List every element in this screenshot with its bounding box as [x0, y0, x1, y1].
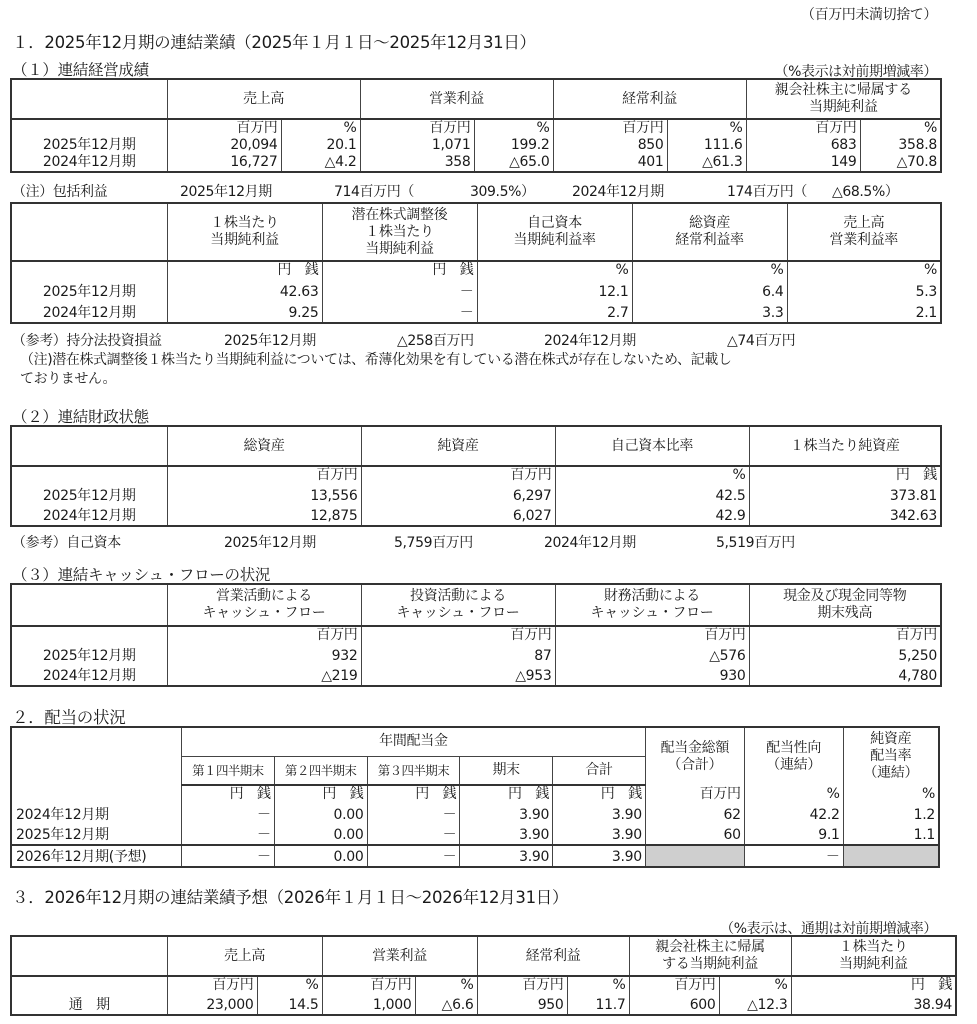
unit: %: [477, 261, 632, 279]
header-operating-margin: 売上高 営業利益率: [787, 203, 941, 261]
header-payout-ratio: 配当性向 （連結）: [744, 727, 843, 785]
header-eps: １株当たり 当期純利益: [167, 203, 322, 261]
unit: 円 銭: [791, 976, 956, 994]
unit: 百万円: [555, 626, 749, 644]
header-bps: １株当たり純資産: [749, 426, 941, 466]
period-label: 2025年12月期: [180, 184, 272, 200]
unit: 円 銭: [322, 261, 477, 279]
corner-cell: [11, 426, 167, 466]
financial-position-table: [10, 425, 942, 527]
section3-title: ３．2026年12月期の連結業績予想（2026年１月１日～2026年12月31日）: [12, 888, 569, 907]
header-total-assets: 総資産: [167, 426, 361, 466]
table-row: 通 期 23,000 14.5 1,000 △6.6 950 11.7 600 △12.3 38.94: [11, 994, 956, 1015]
table-row: 2025年12月期 42.63 － 12.1 6.4 5.3: [11, 279, 941, 301]
forecast-table: [10, 935, 957, 1016]
rate: 309.5%）: [470, 184, 535, 200]
unit: 百万円: [361, 626, 555, 644]
corner-cell: [11, 727, 181, 785]
header-q1: 第１四半期末: [181, 756, 274, 785]
operating-results-table: [10, 78, 942, 173]
header-total: 合計: [553, 756, 646, 785]
period-label: 2025年12月期: [224, 535, 316, 551]
table-row: 2025年12月期 932 87 △576 5,250: [11, 644, 941, 665]
header-eps: １株当たり 当期純利益: [791, 936, 956, 976]
unit: 円 銭: [274, 785, 367, 803]
unit: %: [415, 976, 477, 994]
table-row: 2025年12月期 13,556 6,297 42.5 373.81: [11, 484, 941, 505]
comprehensive-income-label: （注）包括利益: [12, 184, 108, 200]
corner-cell: [11, 79, 167, 119]
footnote: （注)潜在株式調整後１株当たり当期純利益については、希薄化効果を有している潜在株式が存在しないため、記載し: [20, 352, 732, 368]
table-row: 2024年12月期 9.25 － 2.7 3.3 2.1: [11, 301, 941, 323]
unit: 百万円: [629, 976, 719, 994]
unit: %: [632, 261, 787, 279]
header-operating-income: 営業利益: [322, 936, 477, 976]
unit: 百万円: [167, 119, 281, 137]
unit: %: [257, 976, 322, 994]
unit: %: [744, 785, 843, 803]
period-label: 2025年12月期: [224, 333, 316, 349]
sub1-title: （１）連結経営成績: [12, 61, 149, 79]
unit: %: [474, 119, 553, 137]
unit: 百万円: [749, 626, 941, 644]
table-row: 2024年12月期 △219 △953 930 4,780: [11, 665, 941, 686]
unit: %: [555, 466, 749, 484]
cash-flow-table: [10, 583, 942, 687]
header-sales: 売上高: [167, 936, 322, 976]
sub2-title: （２）連結財政状態: [12, 408, 149, 426]
equity-method-label: （参考）持分法投資損益: [12, 333, 162, 349]
header-roa: 総資産 経常利益率: [632, 203, 787, 261]
header-q2: 第２四半期末: [274, 756, 367, 785]
unit: 百万円: [167, 626, 361, 644]
section2-title: ２．配当の状況: [12, 708, 126, 727]
unit: %: [667, 119, 746, 137]
rate: △68.5%）: [832, 184, 899, 200]
table-row: 2024年12月期 － 0.00 － 3.90 3.90 62 42.2 1.2: [11, 803, 939, 824]
corner-cell: [11, 936, 167, 976]
unit: 円 銭: [367, 785, 460, 803]
unit: 円 銭: [167, 261, 322, 279]
header-net-income: 親会社株主に帰属する 当期純利益: [746, 79, 941, 119]
value: 714百万円（: [334, 184, 414, 200]
sub3-title: （３）連結キャッシュ・フローの状況: [12, 566, 271, 584]
header-roe: 自己資本 当期純利益率: [477, 203, 632, 261]
unit: %: [719, 976, 791, 994]
unit: 円 銭: [181, 785, 274, 803]
dividends-table: [10, 726, 940, 868]
corner-cell: [11, 584, 167, 626]
table-row: 2024年12月期 16,727 △4.2 358 △65.0 401 △61.3 149 △70.8: [11, 154, 941, 172]
unit: %: [281, 119, 360, 137]
header-sales: 売上高: [167, 79, 360, 119]
period-label: 2024年12月期: [572, 184, 664, 200]
header-ordinary-income: 経常利益: [477, 936, 629, 976]
per-share-table: [10, 202, 942, 324]
value: △74百万円: [727, 333, 796, 349]
header-q3: 第３四半期末: [367, 756, 460, 785]
header-doe: 純資産 配当率 （連結）: [843, 727, 939, 785]
header-net-income: 親会社株主に帰属 する当期純利益: [629, 936, 791, 976]
equity-reference-label: （参考）自己資本: [12, 535, 121, 551]
header-investing-cf: 投資活動による キャッシュ・フロー: [361, 584, 555, 626]
header-equity-ratio: 自己資本比率: [555, 426, 749, 466]
unit: 百万円: [167, 976, 257, 994]
gray-cell: [843, 845, 939, 867]
value: 5,759百万円: [394, 535, 473, 551]
unit: 百万円: [167, 466, 361, 484]
unit: %: [567, 976, 629, 994]
header-diluted-eps: 潜在株式調整後 １株当たり 当期純利益: [322, 203, 477, 261]
table-row: 2025年12月期 － 0.00 － 3.90 3.90 60 9.1 1.1: [11, 824, 939, 845]
period-label: 2024年12月期: [544, 333, 636, 349]
header-total-dividend: 配当金総額 （合計）: [645, 727, 744, 785]
unit: 円 銭: [749, 466, 941, 484]
unit: 百万円: [322, 976, 415, 994]
rounding-note: （百万円未満切捨て）: [801, 7, 937, 23]
table-row: 2024年12月期 12,875 6,027 42.9 342.63: [11, 505, 941, 526]
unit: 百万円: [553, 119, 667, 137]
forecast-row: 2026年12月期(予想) － 0.00 － 3.90 3.90 －: [11, 845, 939, 867]
unit: %: [860, 119, 941, 137]
header-operating-income: 営業利益: [360, 79, 553, 119]
header-annual-dividend: 年間配当金: [181, 727, 645, 756]
unit: %: [787, 261, 941, 279]
corner-cell: [11, 203, 167, 261]
unit: 百万円: [360, 119, 474, 137]
table-row: 2025年12月期 20,094 20.1 1,071 199.2 850 111.6 683 358.8: [11, 137, 941, 154]
header-cash-end: 現金及び現金同等物 期末残高: [749, 584, 941, 626]
footnote: ておりません。: [20, 371, 117, 387]
header-financing-cf: 財務活動による キャッシュ・フロー: [555, 584, 749, 626]
unit: 百万円: [361, 466, 555, 484]
period-label: 2024年12月期: [544, 535, 636, 551]
gray-cell: [645, 845, 744, 867]
unit: 円 銭: [553, 785, 646, 803]
header-year-end: 期末: [460, 756, 553, 785]
unit: 百万円: [645, 785, 744, 803]
section3-note: （%表示は、通期は対前期増減率）: [720, 921, 937, 937]
sub1-note: （%表示は対前期増減率）: [774, 64, 937, 80]
header-ordinary-income: 経常利益: [553, 79, 746, 119]
unit: 百万円: [746, 119, 860, 137]
section1-title: １．2025年12月期の連結業績（2025年１月１日～2025年12月31日）: [12, 33, 536, 52]
unit: %: [843, 785, 939, 803]
header-operating-cf: 営業活動による キャッシュ・フロー: [167, 584, 361, 626]
value: 5,519百万円: [716, 535, 795, 551]
unit: 円 銭: [460, 785, 553, 803]
value: △258百万円: [397, 333, 474, 349]
unit: 百万円: [477, 976, 567, 994]
value: 174百万円（: [727, 184, 807, 200]
header-net-assets: 純資産: [361, 426, 555, 466]
